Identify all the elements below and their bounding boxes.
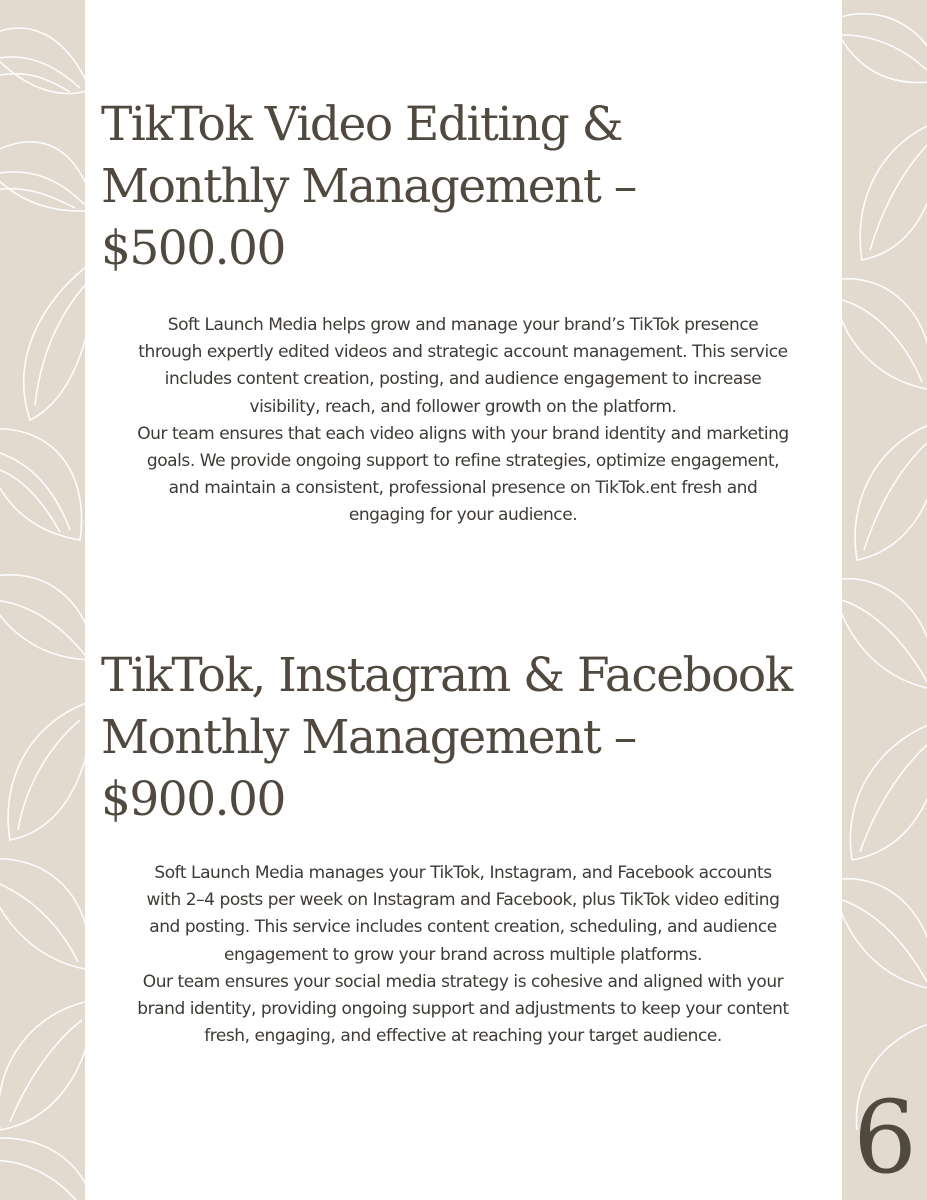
left-floral-border: [0, 0, 85, 1200]
description-line: engagement to grow your brand across multiple platforms.: [224, 944, 702, 965]
description-line: and posting. This service includes content creation, scheduling, and audience: [149, 917, 777, 938]
service-description: [99, 860, 827, 1050]
title-price: $900.00: [101, 772, 285, 827]
description-line: Soft Launch Media manages your TikTok, Instagram, and Facebook accounts: [154, 863, 772, 883]
page-number: 6: [853, 1079, 917, 1196]
description-line: engaging for your audience.: [348, 505, 578, 526]
description-line: through expertly edited videos and strategic account management. This service: [138, 342, 788, 363]
service-title: [101, 94, 831, 280]
service-title: [101, 645, 831, 831]
description-line: and maintain a consistent, professional presence on TikTok.ent fresh and: [168, 478, 758, 499]
description-line: goals. We provide ongoing support to refine strategies, optimize engagement,: [146, 451, 780, 472]
floral-line-art: [0, 0, 85, 1200]
description-line: with 2–4 posts per week on Instagram and Facebook, plus TikTok video editing: [146, 890, 780, 911]
floral-line-art: [842, 0, 927, 1200]
title-line: Monthly Management –: [101, 710, 636, 765]
title-line: Monthly Management –: [101, 159, 636, 214]
description-line: Our team ensures that each video aligns with your brand identity and marketing: [137, 423, 789, 444]
description-line: visibility, reach, and follower growth on the platform.: [249, 396, 677, 417]
title-line: TikTok Video Editing &: [101, 97, 623, 152]
content-panel: [85, 0, 842, 1200]
title-price: $500.00: [101, 221, 285, 276]
description-line: includes content creation, posting, and audience engagement to increase: [164, 369, 762, 390]
description-line: fresh, engaging, and effective at reaching your target audience.: [204, 1026, 722, 1047]
description-line: brand identity, providing ongoing support and adjustments to keep your content: [137, 999, 789, 1020]
right-floral-border: [842, 0, 927, 1200]
description-line: Our team ensures your social media strategy is cohesive and aligned with your: [142, 971, 784, 992]
title-line: TikTok, Instagram & Facebook: [101, 648, 792, 703]
description-line: Soft Launch Media helps grow and manage your brand’s TikTok presence: [167, 315, 759, 335]
service-description: [99, 312, 827, 530]
